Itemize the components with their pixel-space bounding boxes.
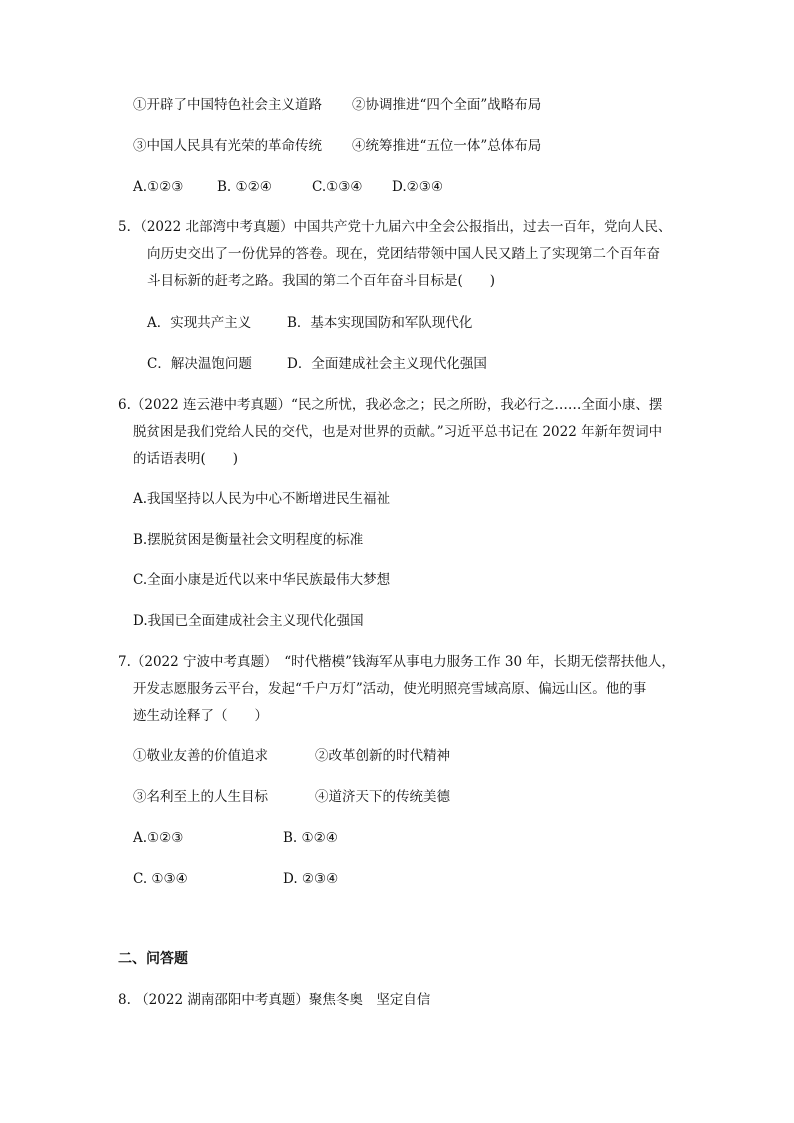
q4-option-d: D.②③④ — [392, 179, 443, 195]
q7-statement-1: ①敬业友善的价值追求 — [133, 748, 268, 764]
q4-option-b: B. ①②④ — [217, 179, 272, 195]
q7-option-d: D. ②③④ — [283, 871, 339, 887]
q7-statement-4: ④道济天下的传统美德 — [315, 789, 450, 805]
q5-option-b: B．基本实现国防和军队现代化 — [287, 315, 473, 331]
q5-stem-line-1: 5．（2022 北部湾中考真题）中国共产党十九届六中全会公报指出，过去一百年，党向人民、 — [118, 219, 672, 235]
q5-option-a: A．实现共产主义 — [147, 315, 252, 331]
q4-statement-1: ①开辟了中国特色社会主义道路 — [133, 97, 322, 113]
q4-statement-4: ④统筹推进“五位一体”总体布局 — [352, 138, 542, 154]
q4-statement-3: ③中国人民具有光荣的革命传统 — [133, 138, 322, 154]
q7-option-b: B. ①②④ — [283, 830, 338, 846]
q7-stem-line-1: 7.（2022 宁波中考真题） “时代楷模”钱海军从事电力服务工作 30 年，长期无偿帮扶他人， — [118, 654, 675, 670]
q5-option-d: D．全面建成社会主义现代化强国 — [287, 356, 487, 372]
q7-option-a: A.①②③ — [133, 830, 184, 846]
q6-option-b: B.摆脱贫困是衡量社会文明程度的标准 — [133, 532, 364, 548]
q5-option-c: C．解决温饱问题 — [147, 356, 252, 372]
q6-option-a: A.我国坚持以人民为中心不断增进民生福祉 — [133, 491, 391, 507]
q5-stem-line-2: 向历史交出了一份优异的答卷。现在，党团结带领中国人民又踏上了实现第二个百年奋 — [147, 246, 660, 262]
q6-stem-line-2: 脱贫困是我们党给人民的交代，也是对世界的贡献。”习近平总书记在 2022 年新年贺词中 — [133, 424, 663, 440]
q5-stem-line-3: 斗目标新的赶考之路。我国的第二个百年奋斗目标是( ) — [147, 273, 496, 289]
q7-stem-line-2: 开发志愿服务云平台，发起“千户万灯”活动，使光明照亮雪域高原、偏远山区。他的事 — [133, 681, 647, 697]
section-heading: 二、问答题 — [118, 951, 188, 967]
q7-statement-2: ②改革创新的时代精神 — [315, 748, 450, 764]
q8-stem-line-1: 8. （2022 湖南邵阳中考真题）聚焦冬奥 坚定自信 — [118, 992, 431, 1008]
q6-option-c: C.全面小康是近代以来中华民族最伟大梦想 — [133, 572, 391, 588]
q4-option-c: C.①③④ — [312, 179, 363, 195]
q4-statement-2: ②协调推进“四个全面”战略布局 — [352, 97, 542, 113]
q7-statement-3: ③名利至上的人生目标 — [133, 789, 268, 805]
q6-option-d: D.我国已全面建成社会主义现代化强国 — [133, 613, 364, 629]
q6-stem-line-1: 6.（2022 连云港中考真题）“民之所忧，我必念之；民之所盼，我必行之……全面小康、摆 — [118, 397, 663, 413]
q4-option-a: A.①②③ — [133, 179, 184, 195]
q7-stem-line-3: 迹生动诠释了（ ） — [133, 708, 268, 724]
q6-stem-line-3: 的话语表明( ) — [133, 451, 239, 467]
q7-option-c: C. ①③④ — [133, 871, 188, 887]
